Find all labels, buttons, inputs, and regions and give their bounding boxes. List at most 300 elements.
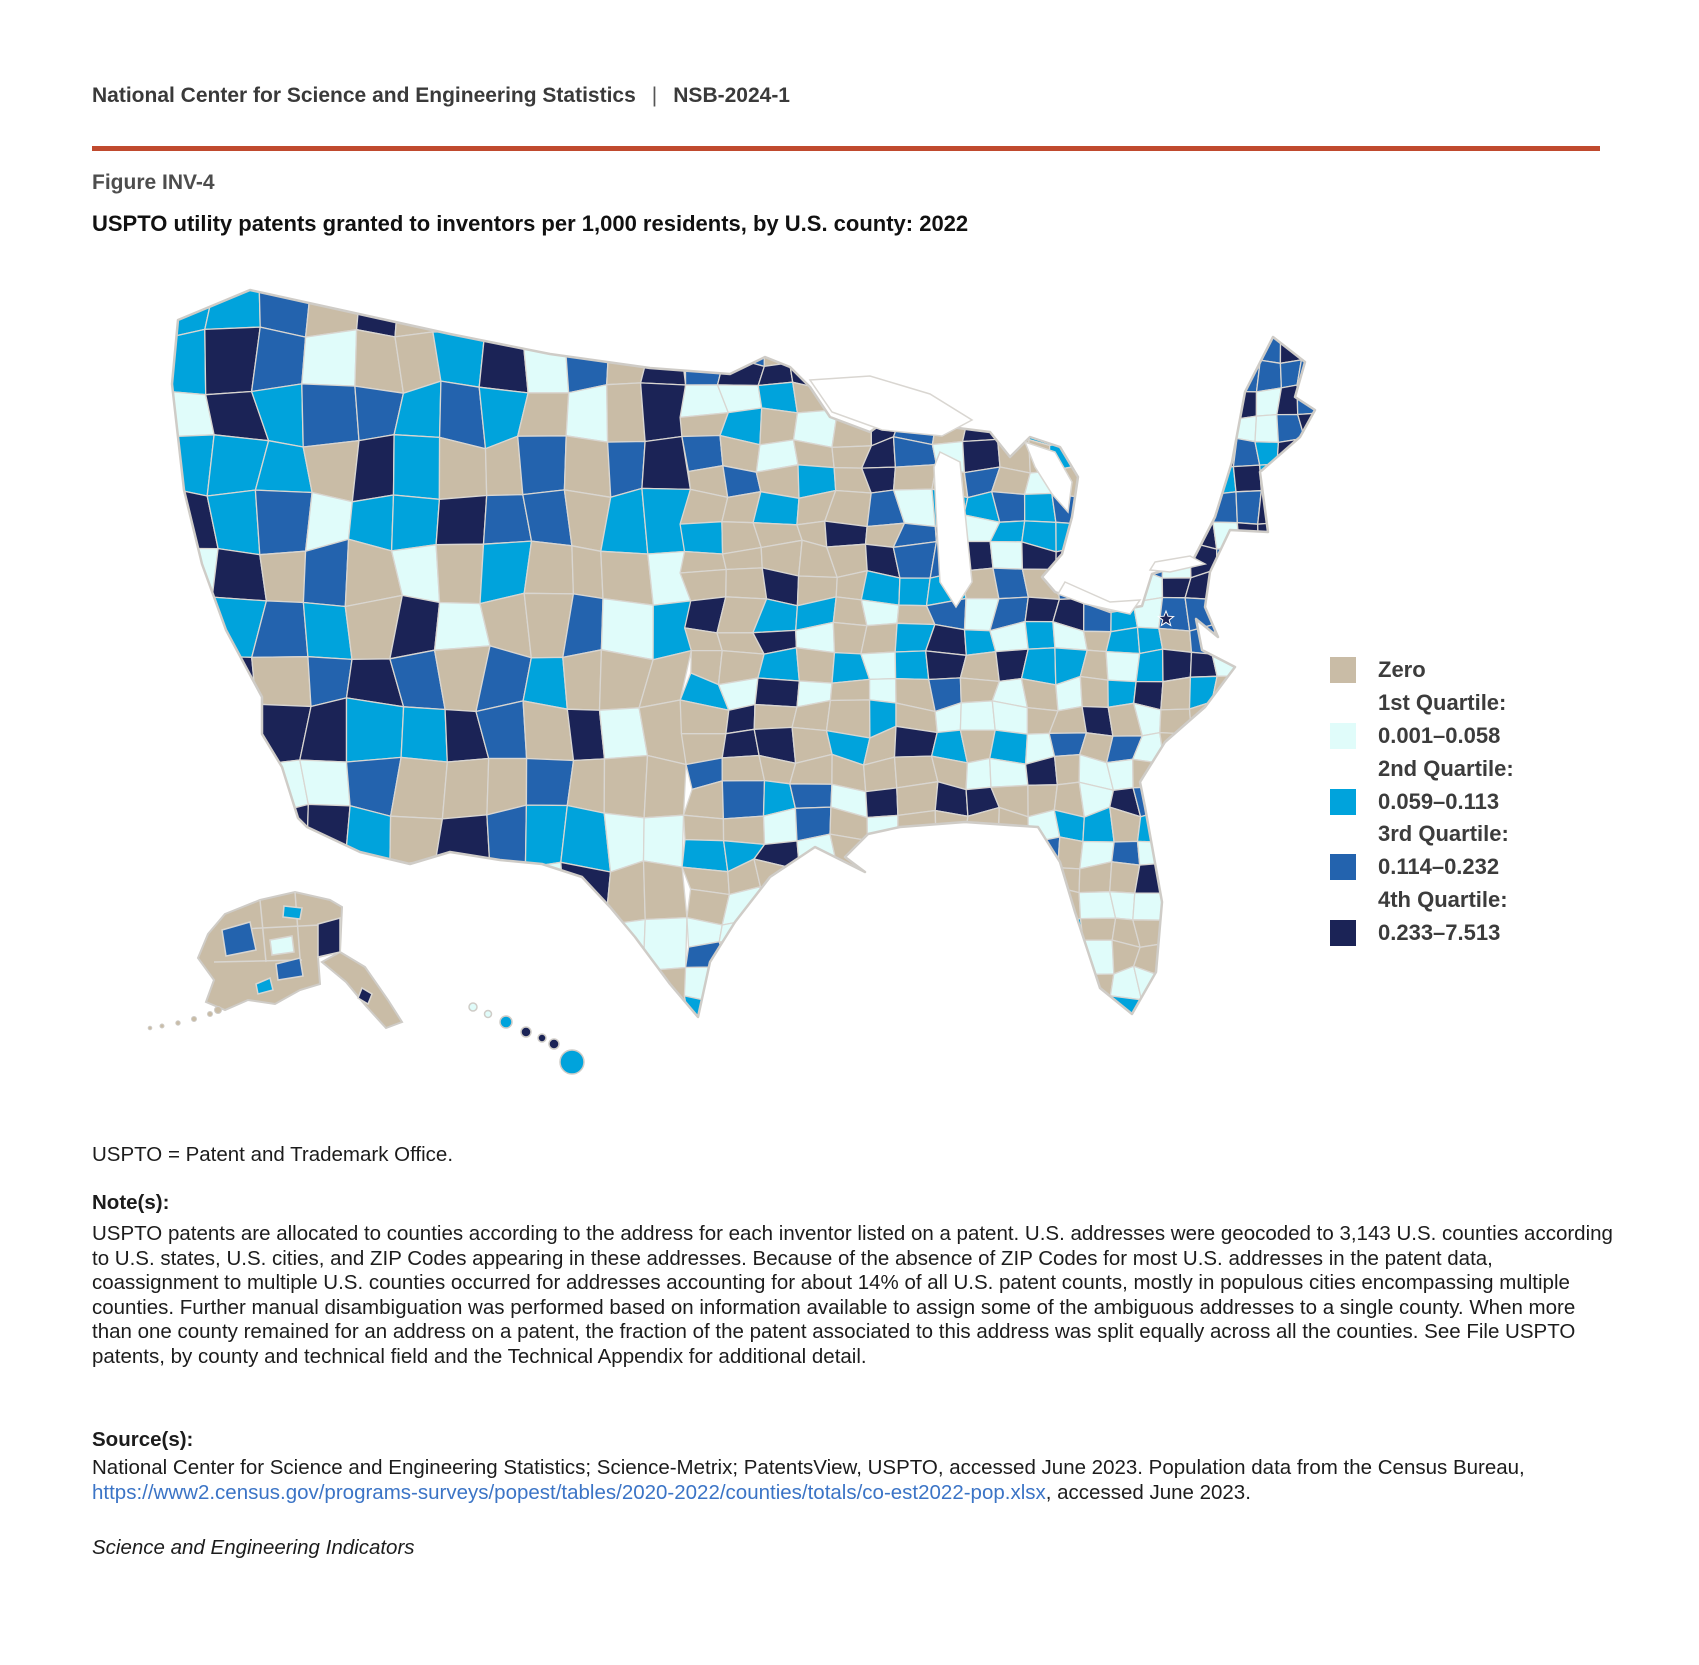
county-cell — [830, 679, 869, 700]
county-cell — [644, 756, 686, 818]
county-cell — [1051, 359, 1083, 392]
county-cell — [1082, 465, 1107, 498]
county-cell — [1298, 891, 1320, 921]
county-cell — [567, 709, 604, 760]
county-cell — [1185, 808, 1215, 841]
legend-row-q1-range — [1330, 720, 1514, 753]
county-cell — [1276, 835, 1304, 863]
county-cell — [926, 651, 967, 680]
county-cell — [828, 911, 872, 949]
county-cell — [1021, 994, 1054, 1026]
county-cell — [158, 814, 217, 866]
county-cell — [1082, 412, 1110, 441]
county-cell — [1254, 914, 1284, 943]
county-cell — [1133, 490, 1164, 520]
county-cell — [833, 938, 868, 977]
county-cell — [830, 337, 870, 359]
county-cell — [1277, 733, 1298, 760]
county-cell — [1298, 917, 1320, 946]
county-cell — [1255, 442, 1278, 465]
county-cell — [1259, 573, 1282, 600]
county-cell — [1106, 361, 1142, 390]
hawaii-island-maui — [549, 1039, 559, 1049]
county-cell — [1167, 837, 1191, 863]
county-cell — [1160, 362, 1193, 393]
county-cell — [894, 465, 937, 490]
county-cell — [1277, 967, 1302, 999]
county-cell — [1082, 387, 1110, 413]
county-cell — [302, 330, 357, 386]
county-cell — [1050, 309, 1088, 336]
county-cell — [442, 759, 488, 819]
county-cell — [1233, 465, 1261, 492]
county-cell — [790, 334, 836, 363]
county-cell — [717, 1001, 766, 1025]
hawaii-island-small — [485, 1011, 492, 1018]
county-cell — [1301, 862, 1321, 895]
county-cell — [1239, 546, 1259, 574]
county-cell — [1107, 518, 1140, 552]
county-cell — [1234, 943, 1262, 973]
county-cell — [566, 385, 607, 442]
county-cell — [1233, 888, 1263, 920]
county-cell — [1140, 417, 1165, 442]
county-cell — [962, 361, 991, 391]
county-cell — [895, 651, 929, 680]
county-cell — [1139, 471, 1167, 496]
county-cell — [1107, 310, 1139, 338]
county-cell — [764, 330, 800, 367]
county-cell — [1215, 569, 1239, 599]
county-cell — [1232, 967, 1262, 998]
county-cell — [898, 833, 936, 868]
county-cell — [1186, 493, 1213, 522]
county-cell — [1302, 678, 1323, 706]
county-cell — [994, 837, 1029, 870]
county-cell — [216, 656, 256, 708]
county-cell — [1279, 813, 1302, 841]
county-cell — [1209, 861, 1237, 889]
county-cell — [1256, 280, 1283, 312]
county-cell — [993, 277, 1029, 311]
abbreviation-note: USPTO = Patent and Trademark Office. — [92, 1143, 454, 1166]
legend-swatch-q4 — [1330, 920, 1356, 946]
county-cell — [753, 492, 799, 525]
county-cell — [1257, 835, 1279, 866]
county-cell — [679, 303, 727, 342]
county-cell — [525, 912, 565, 977]
county-cell — [1109, 551, 1140, 575]
county-cell — [1165, 438, 1190, 470]
county-cell — [1161, 493, 1192, 521]
county-cell — [1056, 522, 1086, 552]
choropleth-svg — [110, 262, 1350, 1122]
county-cell — [963, 969, 994, 1002]
county-cell — [933, 919, 967, 941]
county-cell — [1185, 837, 1215, 862]
county-cell — [861, 600, 899, 626]
county-cell — [1140, 391, 1162, 418]
county-cell — [963, 941, 994, 974]
county-cell — [684, 815, 724, 841]
county-cell — [1281, 890, 1300, 917]
county-cell — [1276, 862, 1304, 895]
county-cell — [990, 941, 1023, 974]
county-cell — [302, 384, 359, 447]
county-cell — [252, 327, 306, 391]
county-cell — [1236, 783, 1263, 815]
county-cell — [992, 860, 1031, 896]
county-cell — [761, 975, 797, 1001]
hawaii-island-molokai — [538, 1034, 546, 1042]
county-cell — [990, 994, 1028, 1029]
county-cell — [868, 833, 903, 869]
county-cell — [1239, 573, 1263, 598]
county-cell — [1051, 390, 1083, 420]
legend-swatch-spacer — [1330, 821, 1356, 847]
county-cell — [306, 804, 350, 873]
county-cell — [1162, 334, 1193, 364]
county-cell — [1300, 623, 1324, 656]
county-cell — [934, 891, 964, 921]
county-cell — [643, 918, 687, 971]
county-cell — [966, 758, 991, 789]
county-cell — [966, 1001, 993, 1029]
county-cell — [928, 339, 962, 362]
county-cell — [257, 804, 308, 873]
county-cell — [963, 837, 999, 861]
county-cell — [1256, 597, 1279, 629]
county-cell — [1276, 494, 1303, 524]
county-cell — [1163, 518, 1191, 549]
legend-row-q3-range — [1330, 851, 1514, 884]
county-cell — [868, 919, 902, 949]
county-cell — [252, 657, 311, 707]
county-cell — [1255, 415, 1278, 443]
county-cell — [391, 757, 448, 819]
county-cell — [260, 551, 306, 602]
county-cell — [1024, 915, 1057, 949]
county-cell — [895, 726, 938, 757]
county-cell — [684, 781, 724, 819]
county-cell — [1026, 868, 1058, 893]
county-cell — [990, 969, 1028, 1001]
county-cell — [1133, 518, 1164, 552]
county-cell — [1133, 759, 1165, 788]
county-cell — [1190, 887, 1215, 921]
county-cell — [1210, 944, 1235, 973]
county-cell — [357, 279, 400, 337]
county-cell — [797, 888, 830, 916]
county-cell — [1281, 310, 1304, 339]
county-cell — [1213, 783, 1238, 815]
legend-swatch-zero — [1330, 657, 1356, 683]
header-separator: | — [651, 84, 658, 107]
county-cell — [722, 781, 764, 819]
county-cell — [433, 286, 485, 333]
county-cell — [1107, 437, 1142, 472]
county-cell — [572, 546, 603, 599]
county-cell — [965, 921, 998, 941]
county-cell — [1027, 887, 1055, 924]
county-cell — [561, 806, 611, 873]
county-cell — [1278, 914, 1301, 942]
county-cell — [797, 308, 836, 339]
county-cell — [990, 915, 1027, 949]
hawaii-island-niihau — [469, 1003, 477, 1011]
notes-paragraph: USPTO patents are allocated to counties according to the address for each inventor listed on a patent. U.S. addresses were geocoded to 3,143 U.S. counties according to U.S. states, U.S. cities, and ZIP Codes appearing in these addresses. Because of the absence of ZIP Codes for most U.S. addresses in the patent data, coassignment to multiple U.S. counties occurred for addresses accounting for about 14% of all U.S. patent counts, mostly in populous cities encompassing multiple counties. Further manual disambiguation was performed based on information available to assign some of the ambiguous addresses to a single county. When more than one county remained for an address on a patent, the fraction of the patent associated to this address was split equally across all the counties. See File USPTO patents, by county and technical field and the Technical Appendix for additional detail. — [92, 1222, 1613, 1368]
county-cell — [963, 860, 994, 896]
county-cell — [1025, 309, 1051, 338]
legend-swatch-q1 — [1330, 723, 1356, 749]
county-cell — [1257, 677, 1282, 708]
county-cell — [930, 839, 965, 869]
county-cell — [394, 435, 440, 500]
county-cell — [1257, 650, 1279, 679]
publication-footer: Science and Engineering Indicators — [92, 1536, 415, 1559]
county-cell — [1185, 995, 1217, 1026]
county-cell — [1080, 996, 1111, 1027]
county-cell — [898, 973, 937, 1000]
county-cell — [1082, 439, 1109, 468]
county-cell — [156, 435, 214, 496]
legend-label: 0.001–0.058 — [1378, 722, 1501, 748]
county-cell — [927, 280, 967, 311]
legend-swatch-spacer — [1330, 690, 1356, 716]
county-cell — [860, 973, 898, 1004]
county-cell — [1185, 968, 1217, 996]
county-cell — [1282, 703, 1304, 734]
county-cell — [1209, 887, 1237, 917]
county-cell — [965, 277, 997, 311]
hawaii-island-hawaii — [560, 1050, 584, 1074]
county-cell — [1161, 309, 1193, 339]
county-cell — [604, 756, 647, 818]
legend-row-q2-title — [1330, 752, 1514, 785]
county-cell — [1232, 729, 1258, 762]
county-cell — [439, 437, 486, 499]
county-cell — [1231, 864, 1262, 890]
county-cell — [1050, 412, 1082, 446]
county-cell — [1213, 808, 1239, 842]
county-cell — [388, 861, 441, 918]
county-cell — [800, 864, 837, 893]
county-cell — [1234, 280, 1256, 313]
county-cell — [437, 966, 484, 1030]
county-cell — [992, 892, 1031, 923]
county-cell — [1276, 786, 1302, 815]
county-cell — [441, 915, 483, 968]
county-cell — [479, 330, 528, 393]
county-cell — [565, 964, 610, 1025]
county-cell — [352, 435, 394, 502]
hawaii-island-kauai — [500, 1016, 512, 1028]
county-cell — [763, 281, 797, 309]
county-cell — [1278, 941, 1301, 974]
page-header — [92, 84, 790, 108]
county-cell — [1298, 810, 1323, 842]
legend-swatch-q3 — [1330, 854, 1356, 880]
county-cell — [1077, 361, 1108, 390]
county-cell — [1277, 677, 1305, 706]
county-cell — [679, 330, 727, 363]
county-cell — [1233, 676, 1259, 708]
county-cell — [1209, 312, 1235, 336]
county-cell — [1161, 993, 1188, 1026]
county-cell — [436, 496, 487, 545]
county-cell — [436, 544, 483, 603]
county-cell — [996, 411, 1029, 439]
county-cell — [1158, 943, 1189, 975]
county-cell — [830, 999, 869, 1023]
county-cell — [1049, 966, 1080, 998]
county-cell — [564, 436, 610, 498]
county-cell — [392, 495, 440, 551]
hawaii-island-oahu — [521, 1027, 531, 1037]
county-cell — [898, 940, 937, 974]
county-cell — [641, 330, 686, 385]
county-cell — [1301, 599, 1324, 627]
county-cell — [1188, 436, 1217, 467]
county-cell — [960, 701, 995, 730]
county-cell — [1081, 918, 1116, 940]
county-cell — [1193, 362, 1215, 386]
county-cell — [1209, 729, 1233, 762]
county-cell — [1184, 383, 1214, 418]
county-cell — [303, 603, 352, 660]
county-cell — [930, 861, 963, 894]
county-cell — [344, 806, 391, 873]
county-cell — [1209, 702, 1233, 734]
county-cell — [641, 383, 686, 442]
county-cell — [1300, 967, 1325, 999]
legend-row-q2-range — [1330, 785, 1514, 818]
county-cell — [899, 919, 936, 947]
county-cell — [1160, 385, 1193, 417]
county-cell — [1022, 948, 1056, 969]
county-cell — [1235, 650, 1258, 679]
county-cell — [797, 911, 833, 945]
county-cell — [1139, 437, 1167, 472]
county-cell — [722, 756, 764, 781]
county-cell — [1280, 283, 1301, 311]
source-link[interactable]: https://www2.census.gov/programs-surveys/popest/tables/2020-2022/counties/totals/co-est2022-pop.xlsx — [92, 1480, 1046, 1504]
county-cell — [760, 408, 798, 445]
aleutian-islands — [148, 1007, 221, 1030]
county-cell — [1188, 310, 1213, 334]
county-cell — [480, 868, 531, 915]
county-cell — [1136, 309, 1162, 339]
county-cell — [1136, 649, 1163, 682]
county-cell — [1162, 810, 1191, 842]
county-cell — [601, 599, 653, 660]
county-cell — [205, 277, 260, 330]
county-cell — [1135, 337, 1166, 363]
county-cell — [1054, 997, 1081, 1025]
county-cell — [1279, 571, 1305, 601]
county-cell — [830, 864, 870, 893]
county-cell — [991, 339, 1027, 361]
county-cell — [958, 305, 998, 340]
county-cell — [1277, 997, 1304, 1026]
county-cell — [1298, 524, 1321, 545]
figure-label: Figure INV-4 — [92, 171, 215, 194]
county-cell — [935, 811, 968, 842]
county-cell — [963, 891, 998, 924]
county-cell — [990, 542, 1022, 570]
county-cell — [300, 760, 350, 806]
county-cell — [1106, 468, 1142, 495]
county-cell — [436, 815, 491, 869]
county-cell — [1213, 383, 1238, 419]
county-cell — [1258, 967, 1280, 999]
county-cell — [863, 276, 901, 309]
legend-row-q1-title — [1330, 687, 1514, 720]
county-cell — [1300, 942, 1319, 974]
county-cell — [156, 391, 214, 437]
county-cell — [901, 303, 934, 341]
county-cell — [899, 280, 937, 311]
county-cell — [904, 331, 934, 360]
county-cell — [1022, 966, 1054, 997]
legend-row-q3-title — [1330, 818, 1514, 851]
county-cell — [1298, 786, 1323, 815]
county-cell — [212, 549, 266, 601]
county-cell — [722, 729, 759, 758]
county-cell — [1111, 281, 1139, 313]
county-cell — [898, 886, 936, 919]
county-cell — [1254, 996, 1278, 1025]
county-cell — [1108, 387, 1142, 418]
county-cell — [828, 890, 872, 923]
county-cell — [1186, 464, 1218, 494]
county-cell — [610, 281, 653, 337]
county-cell — [1022, 359, 1051, 392]
county-cell — [1161, 283, 1188, 311]
county-cell — [796, 648, 834, 683]
county-cell — [1210, 914, 1235, 949]
county-cell — [893, 542, 936, 579]
county-cell — [255, 490, 312, 555]
county-cell — [866, 788, 898, 818]
county-cell — [726, 568, 767, 599]
county-cell — [1112, 841, 1140, 865]
county-cell — [717, 967, 766, 1003]
legend-label: 1st Quartile: — [1378, 690, 1507, 716]
county-cell — [826, 276, 869, 315]
legend-label: 4th Quartile: — [1378, 886, 1508, 912]
figure-title: USPTO utility patents granted to inventors per 1,000 residents, by U.S. county: 2022 — [92, 211, 969, 236]
county-cell — [1184, 416, 1214, 438]
alaska-county-q1 — [270, 936, 294, 955]
county-cell — [1164, 762, 1192, 787]
county-cell — [1142, 993, 1163, 1023]
county-cell — [157, 656, 217, 708]
county-cell — [1106, 652, 1140, 682]
county-cell — [1233, 623, 1257, 653]
county-cell — [1298, 490, 1323, 524]
county-cell — [1187, 757, 1217, 788]
county-cell — [1254, 888, 1284, 920]
county-cell — [480, 912, 531, 977]
county-cell — [1184, 283, 1213, 312]
county-cell — [1162, 783, 1191, 811]
county-cell — [1135, 363, 1166, 393]
county-cell — [1299, 760, 1323, 788]
county-cell — [1209, 334, 1235, 362]
county-cell — [1277, 464, 1304, 496]
accent-rule — [92, 146, 1600, 151]
